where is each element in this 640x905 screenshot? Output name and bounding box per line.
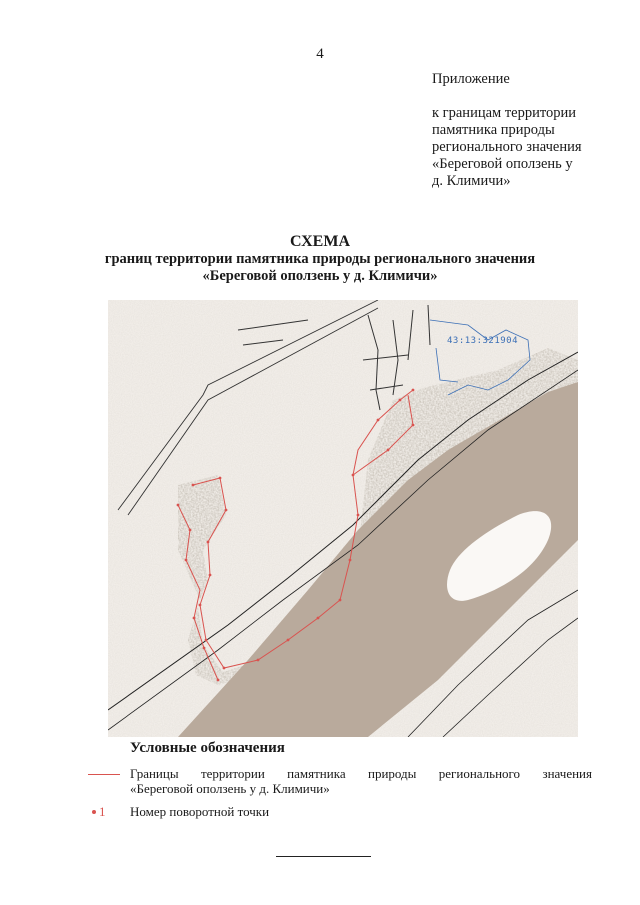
scheme-subtitle-line2: «Береговой оползень у д. Климичи»	[202, 268, 438, 284]
appendix-line: к границам территории	[432, 105, 577, 121]
legend-title: Условные обозначения	[130, 740, 285, 756]
scheme-heading: СХЕМА	[289, 233, 351, 250]
legend-boundary-line1: Границы территории памятника природы регионального значения	[130, 766, 592, 781]
scheme-subtitle-line1: границ территории памятника природы регионального значения	[104, 250, 536, 267]
map-image	[108, 300, 578, 737]
turning-point-symbol	[92, 810, 96, 814]
legend-boundary-item	[88, 766, 592, 802]
page-number: 4	[316, 46, 324, 62]
appendix-title: Приложение	[432, 71, 510, 87]
footer-divider	[276, 856, 371, 857]
appendix-line: регионального значения	[432, 139, 582, 155]
appendix-line: «Береговой оползень у	[432, 156, 573, 172]
legend-point-item	[88, 804, 488, 822]
appendix-block	[432, 71, 612, 190]
boundary-line-symbol	[88, 774, 120, 775]
appendix-line: д. Климичи»	[432, 173, 511, 189]
legend-boundary-line2: «Береговой оползень у д. Климичи»	[130, 781, 330, 796]
map-drawing	[108, 300, 578, 737]
legend-boundary-text	[130, 766, 592, 796]
scheme-title-block	[0, 233, 640, 286]
turning-point-number: 1	[99, 804, 106, 819]
appendix-line: памятника природы	[432, 122, 555, 138]
legend-point-text: Номер поворотной точки	[130, 804, 270, 819]
cadastral-number-label: 43:13:321904	[447, 336, 519, 346]
